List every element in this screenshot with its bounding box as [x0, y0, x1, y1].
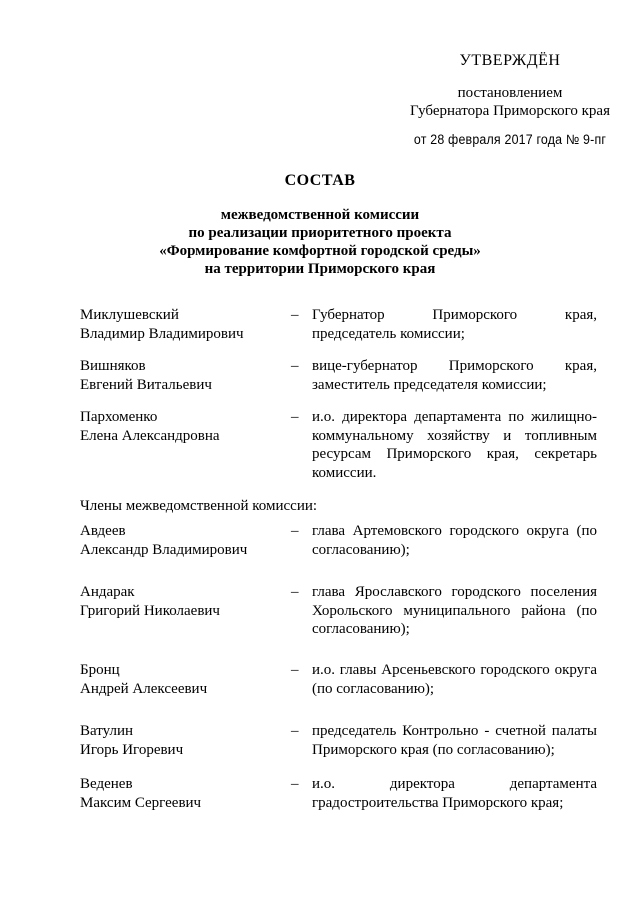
dash-separator: –	[291, 662, 299, 678]
person-given-name: Александр Владимирович	[80, 541, 248, 558]
person-surname: Авдеев	[80, 523, 126, 539]
subtitle-line-1: межведомственной комиссии	[220, 207, 420, 223]
person-given-name: Игорь Игоревич	[80, 741, 184, 758]
person-surname: Ватулин	[80, 723, 134, 739]
person-given-name: Владимир Владимирович	[80, 325, 244, 342]
person-role: глава Ярославского городского поселения Хорольского муниципального района (по согласованию);	[312, 584, 597, 637]
document-title: СОСТАВ	[284, 172, 356, 189]
person-surname: Вишняков	[80, 358, 146, 374]
approval-date: от 28 февраля 2017 года № 9-пг	[413, 132, 607, 147]
dash-separator: –	[291, 307, 299, 323]
person-role: и.о. главы Арсеньевского городского округа (по согласованию);	[312, 662, 597, 697]
person-name	[80, 306, 290, 343]
subtitle-line-3: «Формирование комфортной городской среды»	[159, 243, 481, 259]
person-name	[80, 522, 290, 559]
person-given-name: Максим Сергеевич	[80, 794, 202, 811]
document-subtitle	[0, 206, 640, 278]
person-name	[80, 408, 290, 445]
person-name	[80, 357, 290, 394]
person-surname: Андарак	[80, 584, 135, 600]
dash-separator: –	[291, 409, 299, 425]
person-role: глава Артемовского городского округа (по согласованию);	[312, 523, 597, 558]
dash-separator: –	[291, 776, 299, 792]
person-name	[80, 722, 290, 759]
approval-heading: УТВЕРЖДЁН	[459, 52, 561, 69]
dash-separator: –	[291, 584, 299, 600]
person-given-name: Евгений Витальевич	[80, 376, 212, 393]
person-role: и.о. директора департамента по жилищно-коммунальному хозяйству и топливным ресурсам Приморского края, секретарь комиссии.	[312, 409, 597, 481]
subtitle-line-2: по реализации приоритетного проекта	[188, 225, 452, 241]
approval-line-1: постановлением	[457, 85, 563, 101]
person-surname: Бронц	[80, 662, 120, 678]
subtitle-line-4: на территории Приморского края	[204, 261, 436, 277]
person-role: председатель Контрольно - счетной палаты Приморского края (по согласованию);	[312, 723, 597, 758]
person-given-name: Елена Александровна	[80, 427, 220, 444]
dash-separator: –	[291, 723, 299, 739]
person-surname: Миклушевский	[80, 307, 179, 323]
dash-separator: –	[291, 358, 299, 374]
person-given-name: Андрей Алексеевич	[80, 680, 208, 697]
person-role: и.о. директора департамента градостроительства Приморского края;	[312, 776, 597, 811]
person-role: вице-губернатор Приморского края, заместитель председателя комиссии;	[312, 358, 597, 393]
person-name	[80, 583, 290, 620]
dash-separator: –	[291, 523, 299, 539]
person-role: Губернатор Приморского края, председатель комиссии;	[312, 307, 597, 342]
person-surname: Веденев	[80, 776, 133, 792]
person-given-name: Григорий Николаевич	[80, 602, 220, 619]
person-name	[80, 661, 290, 698]
approval-line-2: Губернатора Приморского края	[410, 103, 610, 119]
person-surname: Пархоменко	[80, 409, 158, 425]
members-heading: Члены межведомственной комиссии:	[80, 498, 318, 514]
approval-stamp	[380, 52, 640, 147]
person-name	[80, 775, 290, 812]
